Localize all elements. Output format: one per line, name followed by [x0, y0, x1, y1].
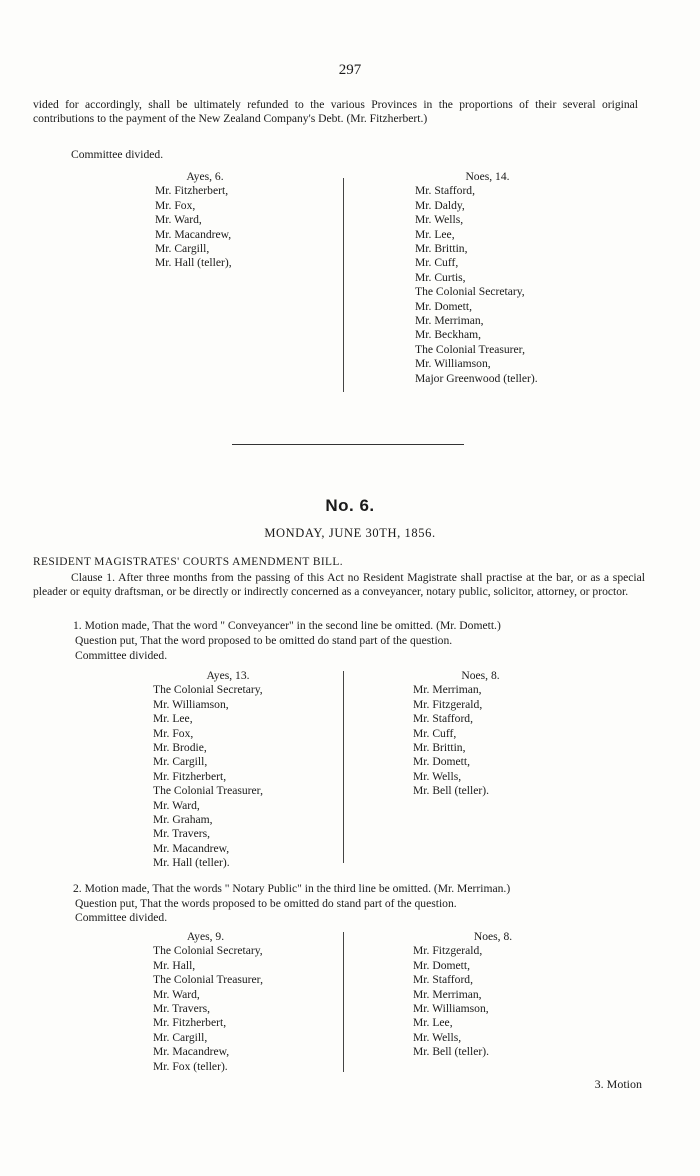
member-name: Mr. Fitzgerald,	[413, 697, 483, 711]
member-name: The Colonial Treasurer,	[153, 973, 263, 987]
member-name: Mr. Williamson,	[153, 697, 229, 711]
member-name: Mr. Fitzherbert,	[153, 1016, 227, 1030]
noes-list	[415, 184, 560, 386]
member-name: Mr. Fox,	[155, 198, 196, 212]
member-name: Mr. Daldy,	[415, 198, 465, 212]
sitting-date: MONDAY, JUNE 30TH, 1856.	[264, 526, 436, 540]
member-name: Mr. Williamson,	[413, 1002, 489, 1016]
intro-paragraph: vided for accordingly, shall be ultimately refunded to the various Provinces in the proportions of their several original contributions to the payment of the New Zealand Company's Debt. (Mr. Fitzherbert.)	[33, 98, 638, 126]
member-name: Mr. Stafford,	[413, 973, 474, 987]
member-name: The Colonial Treasurer,	[415, 342, 525, 356]
member-name: Mr. Lee,	[153, 712, 193, 726]
clause-text: Clause 1. After three months from the passing of this Act no Resident Magistrate shall practise at the bar, or as a special pleader or equity draftsman, or be directly or indirectly concerned as a conveyancer, notary public, solicitor, attorney, or proctor.	[33, 571, 645, 599]
member-name: Mr. Merriman,	[413, 683, 482, 697]
ayes-heading: Ayes, 6.	[186, 170, 224, 183]
member-name: Mr. Fitzherbert,	[155, 184, 229, 198]
member-name: Mr. Fox,	[153, 726, 194, 740]
member-name: Mr. Domett,	[413, 958, 471, 972]
member-name: Mr. Macandrew,	[153, 841, 230, 855]
member-name: Mr. Curtis,	[415, 270, 466, 284]
member-name: Mr. Macandrew,	[155, 227, 232, 241]
ayes-heading: Ayes, 13.	[206, 669, 250, 682]
member-name: Mr. Ward,	[153, 798, 200, 812]
member-name: Mr. Travers,	[153, 1002, 211, 1016]
bill-title: RESIDENT MAGISTRATES' COURTS AMENDMENT BILL.	[33, 556, 343, 568]
member-name: Mr. Brodie,	[153, 741, 207, 755]
member-name: Mr. Bell (teller).	[413, 784, 489, 798]
member-name: Mr. Cuff,	[413, 726, 457, 740]
member-name: Mr. Graham,	[153, 813, 213, 827]
column-divider	[343, 178, 344, 392]
motion2-line3: Committee divided.	[75, 911, 168, 924]
member-name: Mr. Lee,	[413, 1016, 453, 1030]
member-name: Mr. Cargill,	[155, 242, 210, 256]
member-name: The Colonial Treasurer,	[153, 784, 263, 798]
noes-heading: Noes, 8.	[461, 669, 500, 682]
member-name: Mr. Stafford,	[413, 712, 474, 726]
member-name: Mr. Merriman,	[415, 314, 484, 328]
member-name: Mr. Wells,	[413, 1030, 462, 1044]
committee-divided-1: Committee divided.	[71, 148, 164, 161]
motion2-line2: Question put, That the words proposed to be omitted do stand part of the question.	[75, 897, 457, 910]
member-name: Mr. Williamson,	[415, 357, 491, 371]
member-name: Mr. Wells,	[413, 769, 462, 783]
member-name: Mr. Cuff,	[415, 256, 459, 270]
member-name: Mr. Cargill,	[153, 1030, 208, 1044]
member-name: Mr. Hall,	[153, 958, 196, 972]
member-name: The Colonial Secretary,	[153, 683, 263, 697]
member-name: Mr. Ward,	[155, 213, 202, 227]
member-name: Mr. Fox (teller).	[153, 1059, 228, 1073]
member-name: Mr. Lee,	[415, 227, 455, 241]
division1-ayes	[155, 170, 255, 271]
member-name: The Colonial Secretary,	[415, 285, 525, 299]
division1-noes	[415, 170, 560, 386]
ayes-list	[155, 184, 255, 270]
member-name: Mr. Fitzgerald,	[413, 944, 483, 958]
member-name: Mr. Domett,	[415, 299, 473, 313]
member-name: Mr. Beckham,	[415, 328, 482, 342]
member-name: Mr. Macandrew,	[153, 1045, 230, 1059]
member-name: Mr. Cargill,	[153, 755, 208, 769]
page-number: 297	[338, 62, 362, 78]
member-name: Mr. Stafford,	[415, 184, 476, 198]
catchword: 3. Motion	[594, 1077, 642, 1091]
member-name: Mr. Domett,	[413, 755, 471, 769]
member-name: Mr. Ward,	[153, 987, 200, 1001]
member-name: Mr. Merriman,	[413, 987, 482, 1001]
motion1-line1: 1. Motion made, That the word " Conveyancer" in the second line be omitted. (Mr. Domett.)	[73, 619, 501, 632]
noes-heading: Noes, 8.	[473, 930, 513, 943]
column-divider	[343, 932, 344, 1072]
motion2-noes	[413, 930, 573, 1060]
motion1-ayes	[153, 669, 303, 871]
motion1-noes	[413, 669, 548, 799]
member-name: Major Greenwood (teller).	[415, 371, 538, 385]
noes-heading: Noes, 14.	[465, 170, 510, 183]
ayes-list	[153, 683, 303, 870]
ayes-heading: Ayes, 9.	[186, 930, 225, 943]
member-name: Mr. Hall (teller).	[153, 856, 230, 870]
member-name: Mr. Brittin,	[413, 741, 466, 755]
column-divider	[343, 671, 344, 863]
motion2-line1: 2. Motion made, That the words " Notary Public" in the third line be omitted. (Mr. Merriman.)	[73, 882, 511, 895]
member-name: Mr. Hall (teller),	[155, 256, 232, 270]
ayes-list	[153, 944, 263, 1074]
motion1-line2: Question put, That the word proposed to be omitted do stand part of the question.	[75, 634, 453, 647]
motion2-ayes	[153, 930, 263, 1074]
member-name: The Colonial Secretary,	[153, 944, 263, 958]
member-name: Mr. Brittin,	[415, 242, 468, 256]
member-name: Mr. Wells,	[415, 213, 464, 227]
motion1-line3: Committee divided.	[75, 649, 168, 662]
member-name: Mr. Travers,	[153, 827, 211, 841]
member-name: Mr. Fitzherbert,	[153, 769, 227, 783]
section-rule	[232, 444, 464, 445]
section-number: No. 6.	[325, 496, 375, 515]
member-name: Mr. Bell (teller).	[413, 1045, 489, 1059]
noes-list	[413, 944, 573, 1059]
noes-list	[413, 683, 548, 798]
